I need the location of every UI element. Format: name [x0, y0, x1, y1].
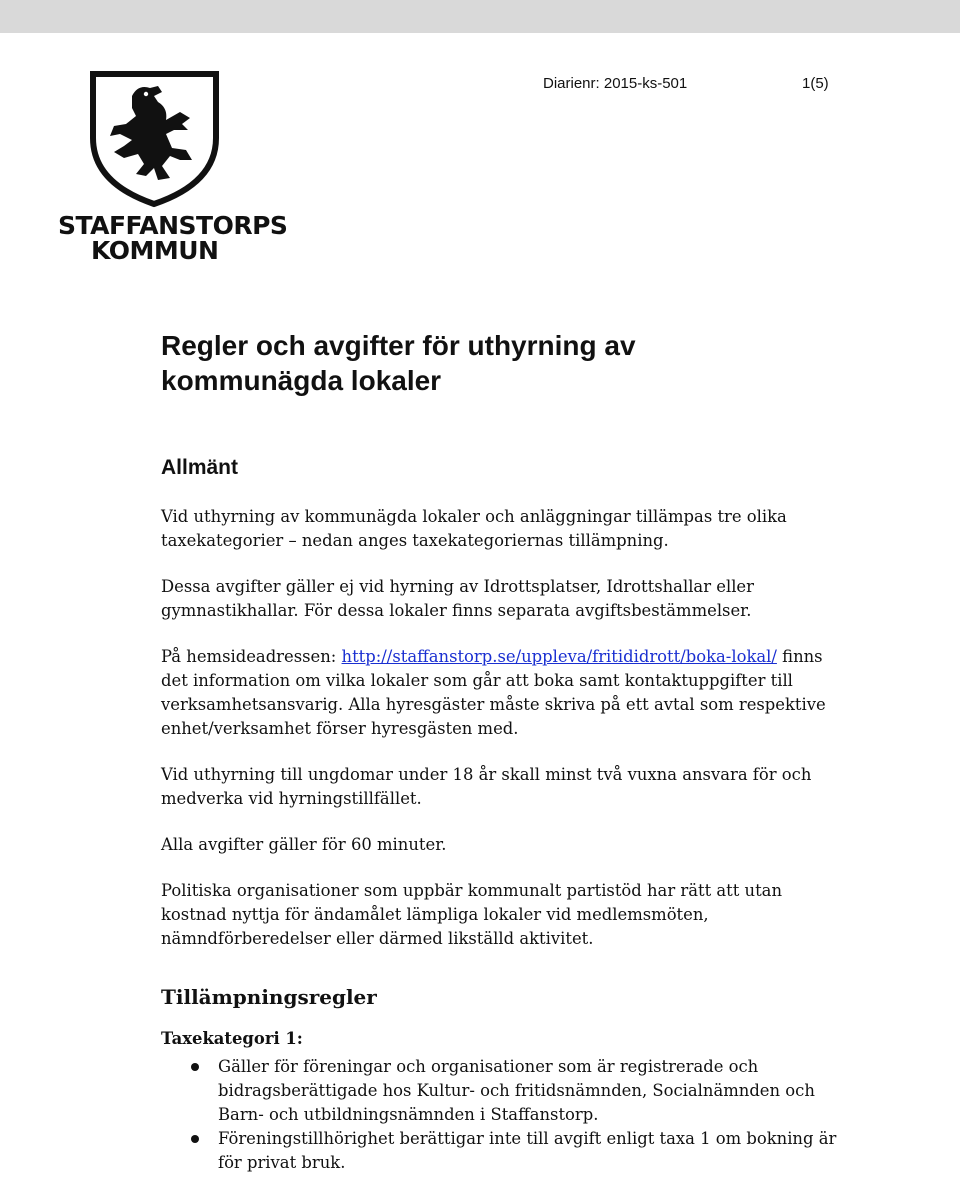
diarienr: Diarienr: 2015-ks-501	[543, 75, 688, 92]
paragraph-intro: Vid uthyrning av kommunägda lokaler och anläggningar tillämpas tre olika taxekategorier – nedan anges taxekategoriernas tillämpning.	[161, 507, 787, 550]
logo-text-staffanstorps: STAFFANSTORPS	[58, 211, 288, 240]
paragraph-youth: Vid uthyrning till ungdomar under 18 år skall minst två vuxna ansvara för och medverka vid hyrningstillfället.	[161, 765, 812, 808]
paragraph-website	[161, 645, 851, 741]
top-gray-bar	[0, 0, 960, 33]
taxa1-bullet-list	[161, 1055, 851, 1175]
booking-link[interactable]: http://staffanstorp.se/uppleva/fritididrott/boka-lokal/	[341, 647, 777, 666]
bullet-icon	[191, 1135, 199, 1143]
document-body	[161, 505, 851, 1175]
heading-tillampningsregler: Tillämpningsregler	[161, 985, 377, 1009]
website-suffix: finns det information om vilka lokaler som går att boka samt kontaktuppgifter till verksamhetsansvarig. Alla hyresgäster måste skriva på ett avtal som respektive enhet/verksamhet förser hyresgästen med.	[161, 647, 826, 738]
title-line-1: Regler och avgifter för uthyrning av	[161, 330, 636, 361]
list-item	[161, 1055, 851, 1127]
bullet-icon	[191, 1063, 199, 1071]
list-item-text: Gäller för föreningar och organisationer som är registrerade och bidragsberättigade hos Kultur- och fritidsnämnden, Socialnämnden och Barn- och utbildningsnämnden i Staffanstorp.	[218, 1057, 815, 1124]
list-item	[161, 1127, 851, 1175]
paragraph-exceptions: Dessa avgifter gäller ej vid hyrning av Idrottsplatser, Idrottshallar eller gymnastikhallar. För dessa lokaler finns separata avgiftsbestämmelser.	[161, 577, 754, 620]
page-number: 1(5)	[802, 75, 829, 92]
title-line-2: kommunägda lokaler	[161, 365, 442, 396]
coat-of-arms-icon	[58, 68, 248, 208]
website-prefix: På hemsideadressen:	[161, 647, 342, 666]
list-item-text: Föreningstillhörighet berättigar inte till avgift enligt taxa 1 om bokning är för privat bruk.	[218, 1129, 837, 1172]
document-title	[161, 328, 636, 398]
municipality-logo	[58, 68, 288, 268]
paragraph-political: Politiska organisationer som uppbär kommunalt partistöd har rätt att utan kostnad nyttja för ändamålet lämpliga lokaler vid medlemsmöten, nämndförberedelser eller därmed likställd aktivitet.	[161, 881, 782, 948]
logo-text-kommun: KOMMUN	[91, 236, 219, 265]
heading-taxekategori-1: Taxekategori 1:	[161, 1029, 303, 1048]
heading-allmant: Allmänt	[161, 456, 239, 479]
paragraph-duration: Alla avgifter gäller för 60 minuter.	[161, 835, 447, 854]
